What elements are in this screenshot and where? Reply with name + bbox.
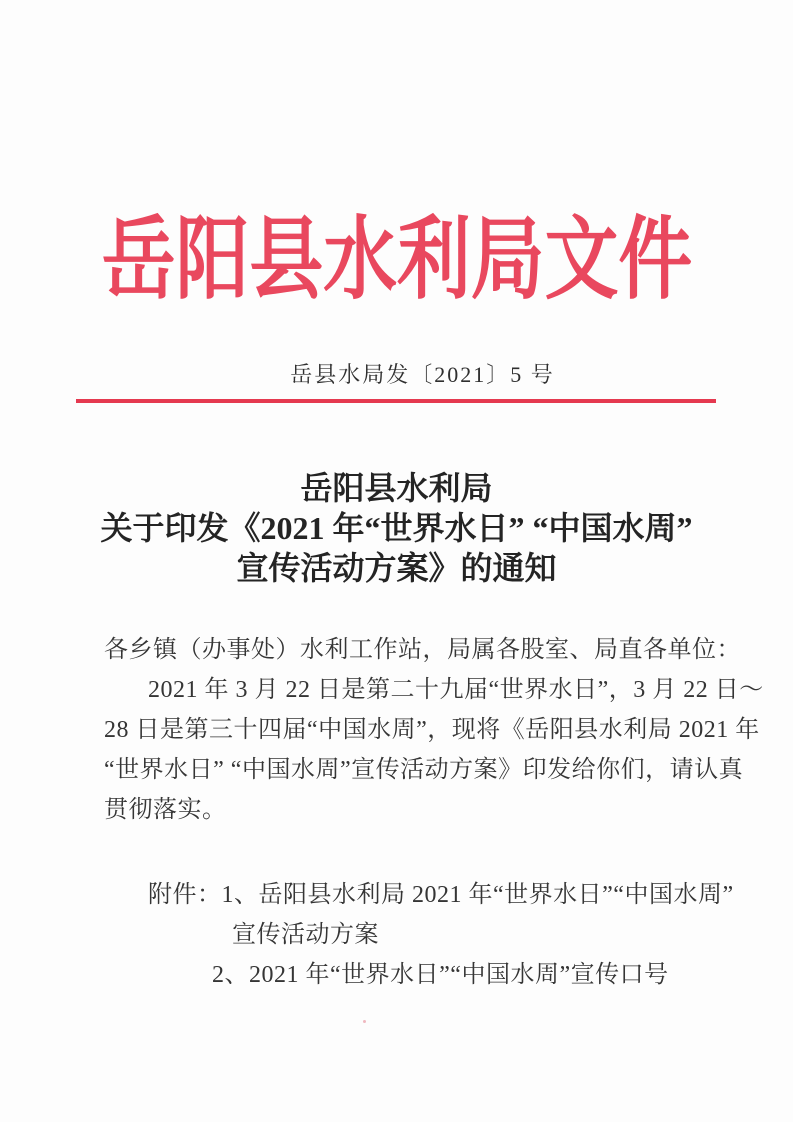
document-number: 岳县水局发〔2021〕5 号 [290,362,555,387]
body-line-2: 2021 年 3 月 22 日是第二十九届“世界水日”，3 月 22 日～ [148,677,764,703]
body-line-3: 28 日是第三十四届“中国水周”，现将《岳阳县水利局 2021 年 [104,717,760,743]
attachment-item-1: 附件：1、岳阳县水利局 2021 年“世界水日”“中国水周” [148,882,734,908]
notice-body [104,630,764,830]
body-line-4: “世界水日” “中国水周”宣传活动方案》印发给你们，请认真 [104,757,744,783]
notice-title-line-3: 宣传活动方案》的通知 [236,550,557,586]
red-separator-line [76,399,716,403]
body-salutation: 各乡镇（办事处）水利工作站，局属各股室、局直各单位： [104,637,741,663]
body-line-5: 贯彻落实。 [104,797,227,823]
attachments-list [104,875,744,995]
notice-title-line-1: 岳阳县水利局 [300,470,493,506]
attachment-item-1-continued: 宣传活动方案 [232,922,379,948]
attachment-item-2: 2、2021 年“世界水日”“中国水周”宣传口号 [212,962,669,988]
masthead-text: 岳阳县水利局文件 [101,211,692,310]
notice-title [0,468,793,588]
scan-artifact-speck [363,1020,366,1023]
notice-title-line-2: 关于印发《2021 年“世界水日” “中国水周” [100,510,693,546]
red-header-masthead [0,211,793,310]
